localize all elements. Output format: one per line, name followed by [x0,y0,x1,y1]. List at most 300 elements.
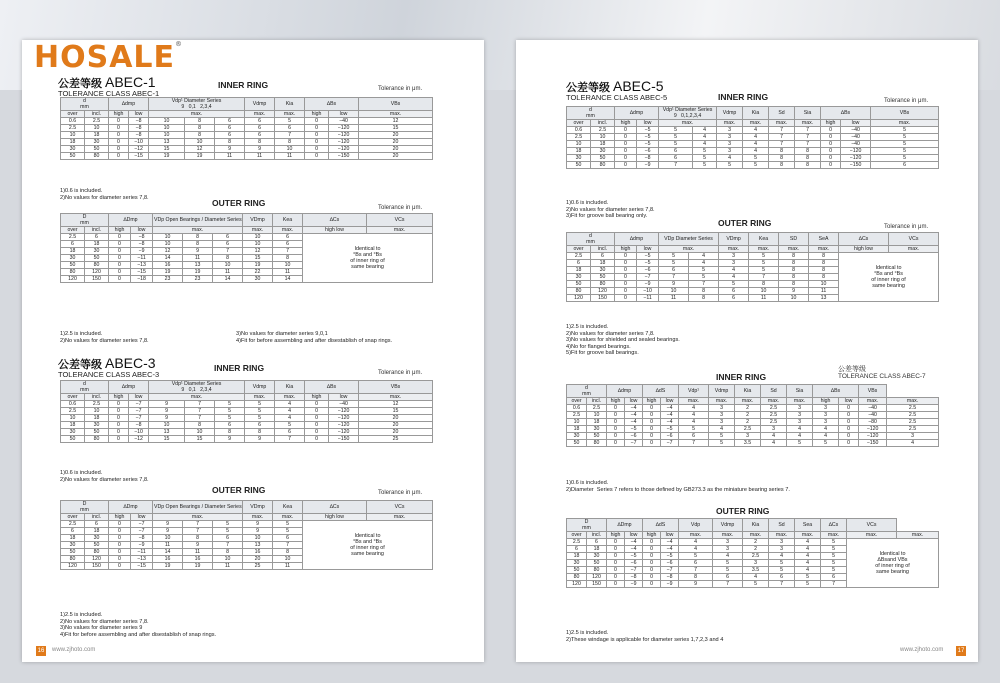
table-cell: 30 [85,139,109,146]
table-cell: 4 [813,433,839,440]
table-cell: 4 [761,440,787,447]
table-cell: −7 [129,415,149,422]
table-cell: 6 [769,574,795,581]
table-cell: 4 [887,440,939,447]
table-cell: 9 [149,415,185,422]
table-cell: 120 [85,269,109,276]
table-cell: 12 [359,401,433,408]
table-cell: 9 [215,146,245,153]
table-cell: 5 [713,567,743,574]
table-cell: 2 [743,539,769,546]
table-cell: 11 [809,288,839,295]
table-row [567,405,939,412]
table-row [61,153,433,160]
table-cell: 5 [213,528,243,535]
table-cell: 9 [245,436,275,443]
table-cell: 120 [61,563,85,570]
table-cell: 7 [273,248,303,255]
table-cell: 5 [743,162,769,169]
table-cell: 150 [587,581,607,588]
table-cell: 2.5 [567,539,587,546]
table-cell: 2.5 [761,419,787,426]
table-cell: −8 [129,422,149,429]
table-row [61,234,433,241]
table-row [61,139,433,146]
table-cell: 18 [587,419,607,426]
table-cell: 0 [305,415,329,422]
table-cell: 9 [149,408,185,415]
table-cell: 4 [693,127,717,134]
table-cell: 11 [659,295,689,302]
table-cell: 6 [275,125,305,132]
table-cell: 7 [689,281,719,288]
table-cell: 11 [749,295,779,302]
abec7-en-title: TOLERANCE CLASS ABEC-7 [838,373,926,380]
table-cell: 2.5 [887,412,939,419]
table-cell: 0 [109,248,131,255]
table-cell: 80 [587,567,607,574]
table-row [61,146,433,153]
table-cell: 0 [305,118,329,125]
table-cell: 5 [709,433,735,440]
table-cell: 7 [213,542,243,549]
table-cell: −9 [131,248,153,255]
abec7-outer-notes: 1)2.5 is included. 2)These windage is applicable for diameter series 1,7,2,3 and 4 [566,630,724,643]
identical-note: Identical to °Bs and °Bs of inner ring of same bearing [839,253,939,302]
table-cell: −5 [637,134,659,141]
table-cell: 3 [709,419,735,426]
abec1-inner-title: INNER RING [218,80,269,90]
table-cell: 9 [153,521,183,528]
abec7-inner-notes: 1)0.6 is included. 2)Diameter Series 7 refers to those defined by GB273.3 as the miniature bearing series 7. [566,480,790,493]
table-cell: 5 [709,440,735,447]
table-cell: 4 [769,553,795,560]
table-cell: 4 [795,539,821,546]
table-cell: 11 [213,269,243,276]
abec7-outer-table: D mm ∆Dmp ∆dS Vdp Vdmp Kia Sd Sea ∆Cs VCs over incl. high low high low max. max. max. max. max. max. max. max. 2.5 6 0 −4 0 −4 4 3 2 3 4 5 Identical to ∆Bsand VBs of inner ring of same bearing 6 18 0 −4 0 −4 4 3 2 3 4 5 18 30 0 −5 0 −5 5 4 2.5 4 4 5 30 50 0 −6 0 −6 6 5 3 5 4 5 50 80 0 −7 0 −7 7 5 3.5 5 4 5 80 120 0 −8 0 −8 8 6 4 6 5 6 120 150 0 −9 0 −9 9 7 5 7 5 7 [566,518,939,588]
table-cell: 150 [591,295,615,302]
table-cell: 10 [243,234,273,241]
table-cell: 19 [183,269,213,276]
table-cell: 5 [769,560,795,567]
table-cell: 9 [779,288,809,295]
table-cell: 10 [809,281,839,288]
table-cell: 9 [679,581,713,588]
table-cell: 4 [787,433,813,440]
table-cell: 3 [887,433,939,440]
table-cell: −15 [131,269,153,276]
table-cell: 18 [567,267,591,274]
table-cell: 18 [567,426,587,433]
table-cell: 2.5 [85,401,109,408]
table-cell: 8 [779,260,809,267]
table-cell: 8 [689,288,719,295]
table-cell: 10 [567,141,591,148]
table-cell: −5 [661,426,679,433]
table-cell: −150 [841,162,871,169]
table-cell: 0 [615,281,637,288]
table-cell: 6 [871,162,939,169]
table-cell: −5 [637,127,659,134]
table-cell: 0 [607,419,625,426]
identical-note: Identical to °Bs and °Bs of inner ring of same bearing [303,234,433,283]
table-cell: 11 [183,255,213,262]
table-cell: 12 [185,146,215,153]
table-cell: 8 [273,255,303,262]
table-cell: 5 [713,560,743,567]
table-cell: 10 [659,288,689,295]
table-cell: −8 [129,118,149,125]
table-cell: 6 [719,288,749,295]
table-cell: 9 [243,528,273,535]
table-cell: 19 [153,269,183,276]
table-cell: 80 [587,440,607,447]
table-cell: 50 [591,155,615,162]
table-cell: 8 [809,274,839,281]
abec3-outer-table: D mm ∆Dmp VDp Open Bearings / Diameter Series VDmp Kea ∆Cs VCs over incl. high low max. max. max. high low max. 2.5 6 0 −7 9 7 5 9 5 Identical to °Bs and °Bs of inner ring of same bearing 6 18 0 −7 9 7 5 9 5 18 30 0 −8 10 8 6 10 6 30 50 0 −9 11 9 7 13 7 50 80 0 −11 14 11 8 16 8 80 120 0 −13 16 16 10 20 10 120 150 0 −15 19 19 11 25 11 [60,500,433,570]
table-cell: −40 [329,118,359,125]
table-cell: 7 [185,401,215,408]
table-cell: 3 [719,253,749,260]
table-cell: 5 [245,401,275,408]
table-row [61,436,433,443]
table-cell: −150 [329,436,359,443]
table-cell: 8 [795,148,821,155]
table-cell: 13 [149,139,185,146]
table-cell: 50 [591,274,615,281]
table-cell: 0 [109,549,131,556]
table-cell: 0.6 [567,127,591,134]
table-cell: 20 [243,556,273,563]
table-cell: 4 [689,260,719,267]
table-cell: −120 [841,148,871,155]
abec1-tolerance: Tolerance in μm. [378,86,423,92]
table-cell: 7 [795,141,821,148]
table-cell: 80 [85,436,109,443]
table-cell: 7 [769,134,795,141]
table-cell: 20 [359,415,433,422]
table-cell: 0 [615,162,637,169]
abec5-outer-table: d mm ∆dmp VDp Diameter Series VDmp Kea SD SeA ∆Cs VCs over incl. high low max. max. max. max. max. high low max. 2.5 6 0 −5 5 4 3 5 8 8 Identical to °Bs and °Bs of inner ring of same bearing 6 18 0 −5 5 4 3 5 8 8 18 30 0 −6 6 5 4 5 8 8 30 50 0 −7 7 5 4 7 8 8 50 80 0 −9 9 7 5 8 8 10 80 120 0 −10 10 8 6 10 9 11 120 150 0 −11 11 8 6 11 10 13 [566,232,939,302]
table-cell: 50 [587,433,607,440]
table-cell: 30 [567,274,591,281]
table-cell: 0 [615,134,637,141]
table-cell: 0 [305,125,329,132]
table-cell: 18 [591,260,615,267]
table-row [567,440,939,447]
table-cell: 7 [185,415,215,422]
table-cell: 6 [215,422,245,429]
table-cell: 0 [109,255,131,262]
table-cell: 30 [61,429,85,436]
table-cell: 4 [743,141,769,148]
table-cell: 8 [245,429,275,436]
table-cell: 4 [719,267,749,274]
table-cell: 8 [215,139,245,146]
table-cell: 8 [769,148,795,155]
table-cell: 4 [813,426,839,433]
table-cell: 5 [679,426,709,433]
table-cell: −7 [129,401,149,408]
table-cell: −7 [129,408,149,415]
table-cell: 8 [779,281,809,288]
table-cell: 6 [659,148,693,155]
table-cell: −11 [131,255,153,262]
table-cell: 18 [85,415,109,422]
table-cell: 4 [795,553,821,560]
table-cell: 7 [749,274,779,281]
table-cell: 120 [567,295,591,302]
table-cell: 0 [615,295,637,302]
table-cell: −15 [131,563,153,570]
table-cell: 12 [243,248,273,255]
table-cell: −7 [637,274,659,281]
table-cell: 5 [245,408,275,415]
table-cell: −80 [859,419,887,426]
table-cell: 3 [719,260,749,267]
table-row [567,253,939,260]
table-cell: 20 [359,146,433,153]
table-cell: 3 [713,539,743,546]
table-cell: 3 [787,405,813,412]
table-cell: 9 [149,401,185,408]
table-cell: 50 [85,429,109,436]
table-cell: 2.5 [591,127,615,134]
table-cell: −12 [129,146,149,153]
table-cell: 5 [871,155,939,162]
table-cell: 10 [153,234,183,241]
table-cell: 16 [243,549,273,556]
table-cell: 6 [213,241,243,248]
table-cell: 6 [61,528,85,535]
table-cell: 0 [839,419,859,426]
table-cell: 5 [275,422,305,429]
table-cell: 120 [587,574,607,581]
table-cell: 0 [643,553,661,560]
table-cell: 9 [659,281,689,288]
table-cell: 5 [693,162,717,169]
table-cell: 50 [567,440,587,447]
table-cell: 18 [567,148,591,155]
table-cell: 0 [607,546,625,553]
table-cell: 2.5 [567,134,591,141]
table-cell: −15 [129,153,149,160]
table-cell: 0 [109,422,129,429]
table-cell: −4 [661,539,679,546]
table-cell: 30 [85,422,109,429]
table-cell: 6 [245,422,275,429]
left-page-number: 16 [37,648,45,654]
abec5-outer-tolerance: Tolerance in μm. [884,224,929,230]
table-cell: 5 [717,162,743,169]
table-cell: 10 [243,241,273,248]
table-cell: 3 [735,433,761,440]
table-cell: 80 [591,281,615,288]
table-cell: 8 [769,155,795,162]
table-cell: 5 [719,281,749,288]
table-cell: 0 [607,426,625,433]
table-cell: 0 [615,267,637,274]
table-cell: 30 [591,148,615,155]
table-row [567,419,939,426]
table-cell: 5 [871,148,939,155]
table-cell: 0 [643,412,661,419]
table-cell: 8 [749,281,779,288]
table-cell: 16 [153,262,183,269]
table-cell: 80 [85,262,109,269]
table-cell: 11 [215,153,245,160]
table-cell: 8 [809,260,839,267]
abec1-outer-tolerance: Tolerance in μm. [378,205,423,211]
table-cell: 14 [273,276,303,283]
table-cell: 7 [795,134,821,141]
table-cell: 5 [275,118,305,125]
table-cell: 0 [643,419,661,426]
table-cell: 0 [607,574,625,581]
table-cell: 7 [183,528,213,535]
table-cell: 19 [183,563,213,570]
table-cell: 7 [659,274,689,281]
table-cell: 10 [149,118,185,125]
abec1-inner-notes: 1)0.6 is included. 2)No values for diameter series 7,8. [60,188,149,201]
table-cell: 0 [615,155,637,162]
table-cell: 120 [85,556,109,563]
table-cell: 10 [273,262,303,269]
table-cell: 10 [85,125,109,132]
table-cell: 80 [85,153,109,160]
table-cell: 11 [273,563,303,570]
table-cell: 7 [795,127,821,134]
table-cell: 20 [359,429,433,436]
table-cell: −9 [661,581,679,588]
abec1-title: 公差等级 ABEC-1 TOLERANCE CLASS ABEC-1 [58,74,160,98]
table-cell: 0 [643,567,661,574]
table-cell: 0 [305,139,329,146]
table-cell: 50 [567,567,587,574]
table-cell: 80 [567,574,587,581]
table-cell: 4 [787,426,813,433]
table-cell: 8 [679,574,713,581]
table-cell: 4 [743,127,769,134]
left-page-url: www.zjhoto.com [52,647,96,653]
table-cell: 4 [743,148,769,155]
table-cell: −6 [661,433,679,440]
table-cell: 0 [109,139,129,146]
table-cell: 50 [567,281,591,288]
table-cell: 9 [243,521,273,528]
table-cell: 0 [821,134,841,141]
table-cell: 3 [713,546,743,553]
table-cell: 0 [109,521,131,528]
table-cell: −5 [637,253,659,260]
table-row [61,415,433,422]
table-cell: 10 [185,429,215,436]
table-cell: 8 [779,274,809,281]
table-cell: 7 [769,141,795,148]
table-row [61,118,433,125]
table-cell: 4 [743,134,769,141]
table-cell: 6 [679,433,709,440]
table-cell: 11 [275,153,305,160]
table-cell: 0 [109,262,131,269]
table-cell: 0 [109,401,129,408]
table-cell: 50 [567,162,591,169]
table-cell: 10 [213,556,243,563]
table-cell: 0 [821,141,841,148]
table-cell: 120 [567,581,587,588]
table-cell: 8 [795,162,821,169]
table-cell: 8 [183,535,213,542]
table-cell: −120 [329,139,359,146]
table-cell: −150 [329,153,359,160]
table-cell: 30 [587,426,607,433]
table-cell: 30 [61,255,85,262]
table-cell: 11 [245,153,275,160]
table-cell: 0 [615,260,637,267]
table-cell: 0 [643,440,661,447]
table-cell: 80 [85,549,109,556]
table-cell: 8 [185,125,215,132]
table-cell: 4 [795,567,821,574]
table-cell: 120 [591,288,615,295]
table-cell: 30 [567,155,591,162]
table-cell: 2.5 [85,118,109,125]
table-cell: 0 [305,153,329,160]
table-cell: 2.5 [567,412,587,419]
table-cell: −7 [661,440,679,447]
table-cell: 4 [693,134,717,141]
table-cell: 5 [213,521,243,528]
table-cell: 7 [769,127,795,134]
table-cell: −6 [625,560,643,567]
table-cell: 10 [275,146,305,153]
table-cell: 0 [305,146,329,153]
table-cell: −11 [131,549,153,556]
table-cell: 0 [643,574,661,581]
table-cell: 50 [85,255,109,262]
table-cell: 12 [153,248,183,255]
table-cell: 0 [109,153,129,160]
table-cell: 4 [743,574,769,581]
table-cell: 5 [787,440,813,447]
table-cell: 0 [109,556,131,563]
table-cell: 3 [813,412,839,419]
table-cell: 0 [109,563,131,570]
table-cell: −7 [131,521,153,528]
table-cell: −40 [841,141,871,148]
table-cell: 6 [659,267,689,274]
table-cell: −120 [329,146,359,153]
table-cell: 18 [587,546,607,553]
table-cell: 10 [61,415,85,422]
table-cell: 0 [109,146,129,153]
identical-note: Identical to ∆Bsand VBs of inner ring of same bearing [847,539,939,588]
table-cell: 18 [85,132,109,139]
identical-note: Identical to °Bs and °Bs of inner ring of same bearing [303,521,433,570]
table-cell: 6 [61,241,85,248]
table-cell: 9 [215,436,245,443]
table-cell: 9 [153,528,183,535]
table-cell: 8 [215,429,245,436]
table-cell: 0 [305,132,329,139]
abec3-inner-notes: 1)0.6 is included. 2)No values for diameter series 7,8. [60,470,149,483]
table-cell: 5 [273,528,303,535]
table-cell: 50 [587,560,607,567]
table-cell: 150 [85,563,109,570]
table-cell: 20 [359,422,433,429]
table-cell: −6 [637,267,659,274]
table-cell: 15 [359,125,433,132]
